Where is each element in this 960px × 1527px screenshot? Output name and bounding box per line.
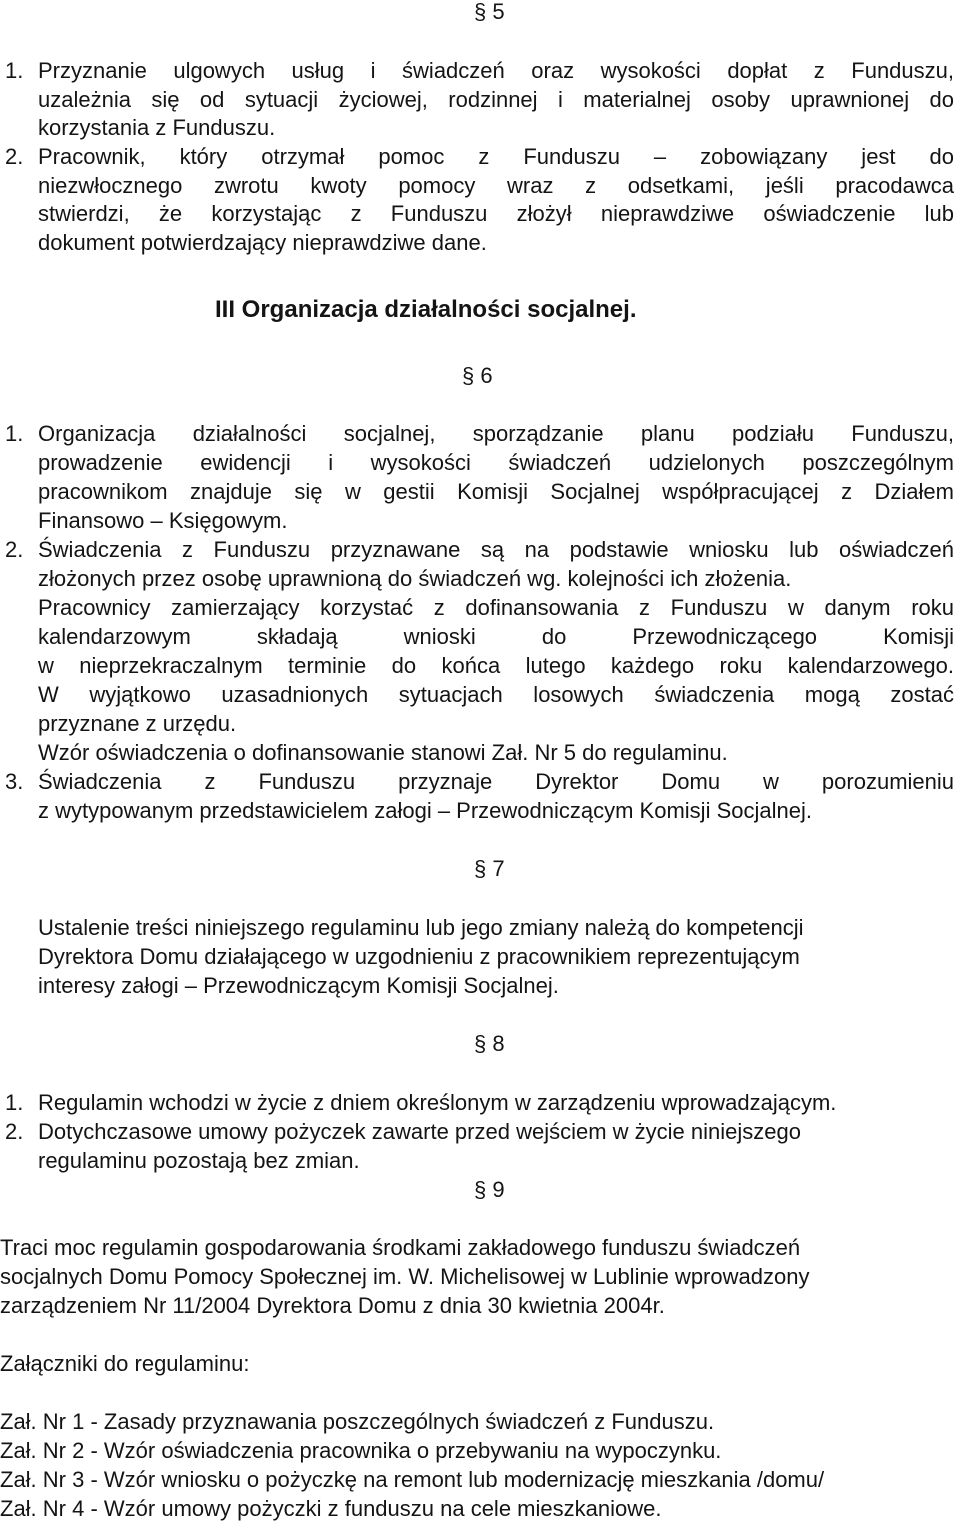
section-6-item-2-line: Pracownicy zamierzający korzystać z dofinansowania z Funduszu w danym roku — [38, 595, 954, 620]
section-8-item-1-line: Regulamin wchodzi w życie z dniem określonym w zarządzeniu wprowadzającym. — [38, 1090, 837, 1115]
section-6-item-2-line: kalendarzowym składają wnioski do Przewodniczącego Komisji — [38, 624, 954, 649]
section-5-item-2-line: Pracownik, który otrzymał pomoc z Funduszu – zobowiązany jest do — [38, 144, 954, 169]
section-5-item-1-line: korzystania z Funduszu. — [38, 115, 276, 140]
section-6-item-2-line: przyznane z urzędu. — [38, 711, 237, 736]
section-6-item-2-line: W wyjątkowo uzasadnionych sytuacjach losowych świadczenia mogą zostać — [38, 682, 954, 707]
section-7-mark: § 7 — [474, 856, 505, 881]
section-8-mark: § 8 — [474, 1031, 505, 1056]
section-7-line: interesy załogi – Przewodniczącym Komisji Socjalnej. — [38, 973, 559, 998]
section-6-item-2-line: Wzór oświadczenia o dofinansowanie stanowi Zał. Nr 5 do regulaminu. — [38, 740, 728, 765]
section-5-item-1-number: 1. — [5, 58, 24, 83]
section-8-item-2-number: 2. — [5, 1119, 24, 1144]
section-9-line: zarządzeniem Nr 11/2004 Dyrektora Domu z dnia 30 kwietnia 2004r. — [0, 1293, 665, 1318]
section-6-item-3-line: z wytypowanym przedstawicielem załogi – Przewodniczącym Komisji Socjalnej. — [38, 798, 812, 823]
section-9-line: Traci moc regulamin gospodarowania środkami zakładowego funduszu świadczeń — [0, 1235, 801, 1260]
section-6-item-1-number: 1. — [5, 421, 24, 446]
section-6-item-1-line: pracownikom znajduje się w gestii Komisji Socjalnej współpracującej z Działem — [38, 479, 954, 504]
section-6-item-2-line: złożonych przez osobę uprawnioną do świadczeń wg. kolejności ich złożenia. — [38, 566, 792, 591]
section-6-item-2-number: 2. — [5, 537, 24, 562]
section-9-mark: § 9 — [474, 1177, 505, 1202]
section-5-item-2-number: 2. — [5, 144, 24, 169]
section-7-line: Ustalenie treści niniejszego regulaminu lub jego zmiany należą do kompetencji — [38, 915, 804, 940]
section-5-item-2-line: dokument potwierdzający nieprawdziwe dane. — [38, 230, 487, 255]
chapter-heading: III Organizacja działalności socjalnej. — [215, 296, 637, 323]
section-5-item-2-line: stwierdzi, że korzystając z Funduszu złożył nieprawdziwe oświadczenie lub — [38, 201, 954, 226]
section-6-item-1-line: prowadzenie ewidencji i wysokości świadczeń udzielonych poszczególnym — [38, 450, 954, 475]
section-5-item-1-line: Przyznanie ulgowych usług i świadczeń oraz wysokości dopłat z Funduszu, — [38, 58, 954, 83]
section-6-mark: § 6 — [462, 363, 493, 388]
attachment-item: Zał. Nr 4 - Wzór umowy pożyczki z funduszu na cele mieszkaniowe. — [0, 1496, 662, 1521]
section-6-item-3-number: 3. — [5, 769, 24, 794]
attachment-item: Zał. Nr 1 - Zasady przyznawania poszczególnych świadczeń z Funduszu. — [0, 1409, 715, 1434]
section-8-item-2-line: Dotychczasowe umowy pożyczek zawarte przed wejściem w życie niniejszego — [38, 1119, 801, 1144]
section-5-item-1-line: uzależnia się od sytuacji życiowej, rodzinnej i materialnej osoby uprawnionej do — [38, 87, 954, 112]
section-6-item-1-line: Organizacja działalności socjalnej, sporządzanie planu podziału Funduszu, — [38, 421, 954, 446]
section-5-item-2-line: niezwłocznego zwrotu kwoty pomocy wraz z odsetkami, jeśli pracodawca — [38, 173, 954, 198]
section-8-item-2-line: regulaminu pozostają bez zmian. — [38, 1148, 360, 1173]
section-5-mark: § 5 — [474, 0, 505, 24]
attachment-item: Zał. Nr 2 - Wzór oświadczenia pracownika o przebywaniu na wypoczynku. — [0, 1438, 722, 1463]
section-6-item-3-line: Świadczenia z Funduszu przyznaje Dyrektor Domu w porozumieniu — [38, 769, 954, 794]
attachment-item: Zał. Nr 3 - Wzór wniosku o pożyczkę na remont lub modernizację mieszkania /domu/ — [0, 1467, 825, 1492]
attachments-heading: Załączniki do regulaminu: — [0, 1351, 250, 1376]
section-6-item-2-line: w nieprzekraczalnym terminie do końca lutego każdego roku kalendarzowego. — [38, 653, 954, 678]
section-6-item-1-line: Finansowo – Księgowym. — [38, 508, 288, 533]
section-9-line: socjalnych Domu Pomocy Społecznej im. W. Michelisowej w Lublinie wprowadzony — [0, 1264, 810, 1289]
section-6-item-2-line: Świadczenia z Funduszu przyznawane są na podstawie wniosku lub oświadczeń — [38, 537, 954, 562]
section-7-line: Dyrektora Domu działającego w uzgodnieniu z pracownikiem reprezentującym — [38, 944, 800, 969]
section-8-item-1-number: 1. — [5, 1090, 24, 1115]
